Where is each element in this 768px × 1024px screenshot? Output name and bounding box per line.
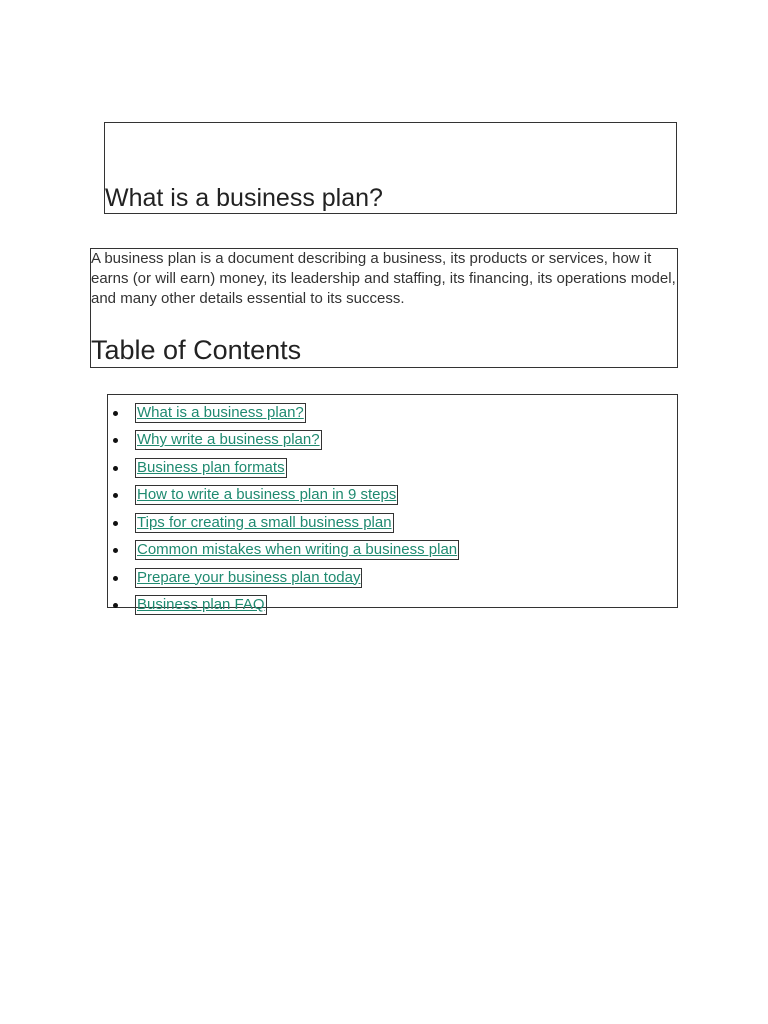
page-title: What is a business plan? bbox=[105, 184, 383, 212]
list-item bbox=[108, 505, 677, 533]
bullet-icon bbox=[113, 548, 118, 553]
intro-section bbox=[90, 248, 678, 368]
title-section bbox=[104, 122, 677, 214]
bullet-icon bbox=[113, 438, 118, 443]
list-item bbox=[108, 588, 677, 616]
bullet-icon bbox=[113, 576, 118, 581]
list-item bbox=[108, 478, 677, 506]
list-item bbox=[108, 423, 677, 451]
table-of-contents bbox=[107, 394, 678, 613]
bullet-icon bbox=[113, 411, 118, 416]
toc-link-tips[interactable]: Tips for creating a small business plan bbox=[137, 513, 392, 531]
list-item bbox=[108, 395, 677, 423]
bullet-icon bbox=[113, 493, 118, 498]
intro-paragraph: A business plan is a document describing a business, its products or services, how it earns (or will earn) money, its leadership and staffing, its financing, its operations model, and many other details essential to its success. bbox=[91, 250, 676, 307]
list-item bbox=[108, 560, 677, 588]
toc-link-how-to-write[interactable]: How to write a business plan in 9 steps bbox=[137, 486, 397, 503]
bullet-icon bbox=[113, 603, 118, 608]
toc-list bbox=[108, 395, 677, 615]
bullet-icon bbox=[113, 466, 118, 471]
toc-heading: Table of Contents bbox=[91, 335, 302, 365]
toc-link-faq[interactable]: Business plan FAQ bbox=[137, 596, 265, 613]
toc-link-what-is-a-business-plan[interactable]: What is a business plan? bbox=[137, 403, 304, 421]
toc-link-why-write-a-business-plan[interactable]: Why write a business plan? bbox=[137, 431, 320, 448]
bullet-icon bbox=[113, 521, 118, 526]
toc-link-business-plan-formats[interactable]: Business plan formats bbox=[137, 458, 285, 476]
list-item bbox=[108, 533, 677, 561]
toc-link-common-mistakes[interactable]: Common mistakes when writing a business plan bbox=[137, 541, 458, 558]
toc-link-prepare-your-plan[interactable]: Prepare your business plan today bbox=[137, 568, 361, 586]
list-item bbox=[108, 450, 677, 478]
